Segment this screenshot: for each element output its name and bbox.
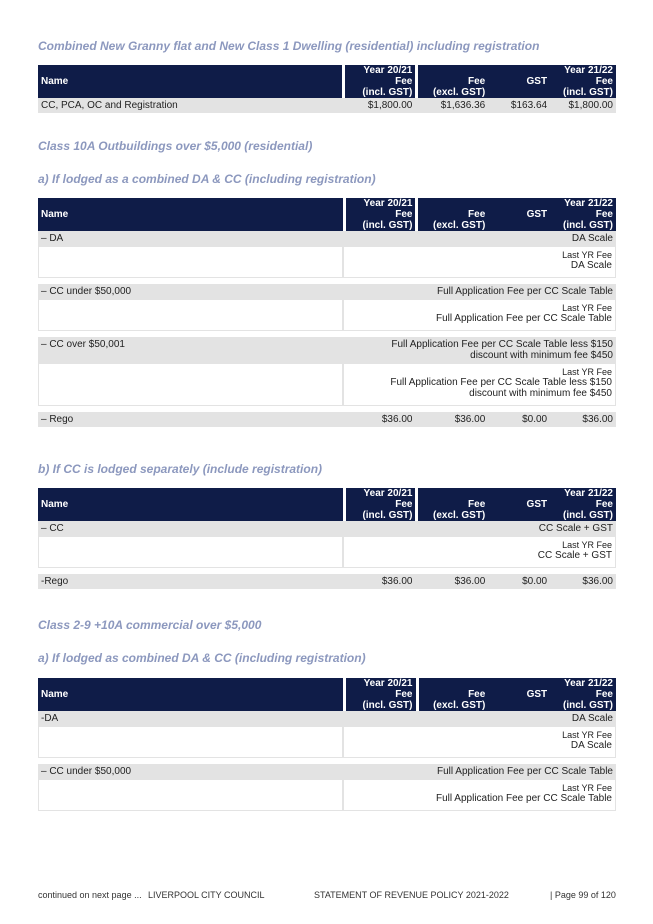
row-fee: Full Application Fee per CC Scale Table less $150 discount with minimum fee $450 (391, 339, 613, 361)
table-header (38, 488, 616, 521)
table-row-last-year (38, 779, 616, 811)
section-title-class-10a: Class 10A Outbuildings over $5,000 (residential) (38, 139, 313, 153)
row-name: – CC under $50,000 (41, 766, 132, 777)
last-year-label: Last YR Fee (562, 303, 612, 313)
header-name: Name (38, 198, 343, 231)
section-title-class-2-9: Class 2-9 +10A commercial over $5,000 (38, 618, 262, 632)
header-fee-2021: Year 20/21 Fee (incl. GST) (343, 198, 416, 231)
section-title-granny-flat: Combined New Granny flat and New Class 1 Dwelling (residential) including registration (38, 39, 540, 53)
row-fee: DA Scale (571, 233, 613, 244)
table-row-last-year (38, 536, 616, 568)
table-row-last-year (38, 299, 616, 331)
last-year-label: Last YR Fee (562, 540, 612, 550)
header-fee-2122: Year 21/22 Fee (incl. GST) (550, 488, 616, 521)
last-year-fee-line1: Full Application Fee per CC Scale Table less $150 (390, 377, 612, 388)
table-row (38, 337, 616, 363)
footer-continued: continued on next page ... (38, 890, 142, 900)
table-row (38, 574, 616, 589)
table-row (38, 711, 616, 726)
row-fee-2122: $36.00 (582, 414, 613, 425)
row-fee: CC Scale + GST (538, 523, 613, 534)
footer-page-number: | Page 99 of 120 (550, 890, 616, 900)
row-name: – CC (41, 523, 64, 534)
header-fee-excl: Fee (excl. GST) (416, 678, 489, 711)
header-fee-2021: Year 20/21 Fee (incl. GST) (343, 678, 416, 711)
header-fee-2021: Year 20/21 Fee (incl. GST) (343, 488, 416, 521)
table-header (38, 65, 616, 98)
row-fee-2021: $36.00 (381, 414, 413, 425)
last-year-fee: DA Scale (570, 740, 612, 751)
row-name: – DA (41, 233, 64, 244)
last-year-fee: Full Application Fee per CC Scale Table (435, 313, 612, 324)
header-fee-excl: Fee (excl. GST) (415, 198, 488, 231)
last-year-fee-line2: discount with minimum fee $450 (469, 388, 612, 399)
header-gst: GST (488, 198, 550, 231)
fee-table-commercial-combined (38, 678, 616, 811)
last-year-fee: DA Scale (570, 260, 612, 271)
table-header (38, 198, 616, 231)
last-year-label: Last YR Fee (562, 367, 612, 377)
row-name: – CC over $50,001 (41, 339, 125, 350)
table-row-last-year (38, 363, 616, 406)
row-gst: $0.00 (522, 414, 548, 425)
row-name: -Rego (41, 576, 69, 587)
header-name: Name (38, 678, 343, 711)
last-year-fee: CC Scale + GST (537, 550, 612, 561)
header-gst: GST (488, 678, 550, 711)
last-year-label: Last YR Fee (562, 250, 612, 260)
row-name: – Rego (41, 414, 74, 425)
row-gst: $163.64 (510, 100, 548, 111)
table-row-last-year (38, 246, 616, 278)
table-header (38, 678, 616, 711)
header-fee-excl: Fee (excl. GST) (415, 65, 488, 98)
subsection-title-combined-commercial: a) If lodged as combined DA & CC (including registration) (38, 651, 366, 665)
fee-table-class-10a-combined (38, 198, 616, 427)
table-row (38, 284, 616, 299)
header-gst: GST (488, 488, 550, 521)
fee-table-class-10a-separate (38, 488, 616, 589)
row-fee-2021: $36.00 (381, 576, 413, 587)
last-year-fee: Full Application Fee per CC Scale Table (435, 793, 612, 804)
last-year-label: Last YR Fee (562, 783, 612, 793)
table-row (38, 521, 616, 536)
row-fee-2122: $1,800.00 (568, 100, 613, 111)
subsection-title-separate: b) If CC is lodged separately (include registration) (38, 462, 323, 476)
table-row-last-year (38, 726, 616, 758)
fee-table-granny-flat (38, 65, 616, 113)
row-fee-excl: $1,636.36 (440, 100, 486, 111)
table-row (38, 231, 616, 246)
row-name: -DA (41, 713, 59, 724)
header-gst: GST (488, 65, 550, 98)
header-name: Name (38, 65, 342, 98)
row-fee: DA Scale (571, 713, 613, 724)
row-fee: Full Application Fee per CC Scale Table (436, 766, 613, 777)
last-year-label: Last YR Fee (562, 730, 612, 740)
subsection-title-combined: a) If lodged as a combined DA & CC (including registration) (38, 172, 376, 186)
header-fee-2122: Year 21/22 Fee (incl. GST) (550, 198, 616, 231)
row-name: – CC under $50,000 (41, 286, 132, 297)
table-row (38, 764, 616, 779)
row-fee-2122: $36.00 (582, 576, 613, 587)
header-fee-2021: Year 20/21 Fee (incl. GST) (342, 65, 415, 98)
row-fee-excl: $36.00 (454, 576, 486, 587)
header-name: Name (38, 488, 343, 521)
row-fee: Full Application Fee per CC Scale Table (436, 286, 613, 297)
header-fee-excl: Fee (excl. GST) (415, 488, 488, 521)
row-fee-excl: $36.00 (454, 414, 486, 425)
row-gst: $0.00 (522, 576, 548, 587)
row-fee-2021: $1,800.00 (367, 100, 413, 111)
row-name: CC, PCA, OC and Registration (41, 100, 178, 111)
table-row (38, 98, 616, 113)
table-row (38, 412, 616, 427)
footer-statement: STATEMENT OF REVENUE POLICY 2021-2022 (314, 890, 509, 900)
header-fee-2122: Year 21/22 Fee (incl. GST) (550, 65, 616, 98)
footer-council: LIVERPOOL CITY COUNCIL (148, 890, 265, 900)
header-fee-2122: Year 21/22 Fee (incl. GST) (550, 678, 616, 711)
